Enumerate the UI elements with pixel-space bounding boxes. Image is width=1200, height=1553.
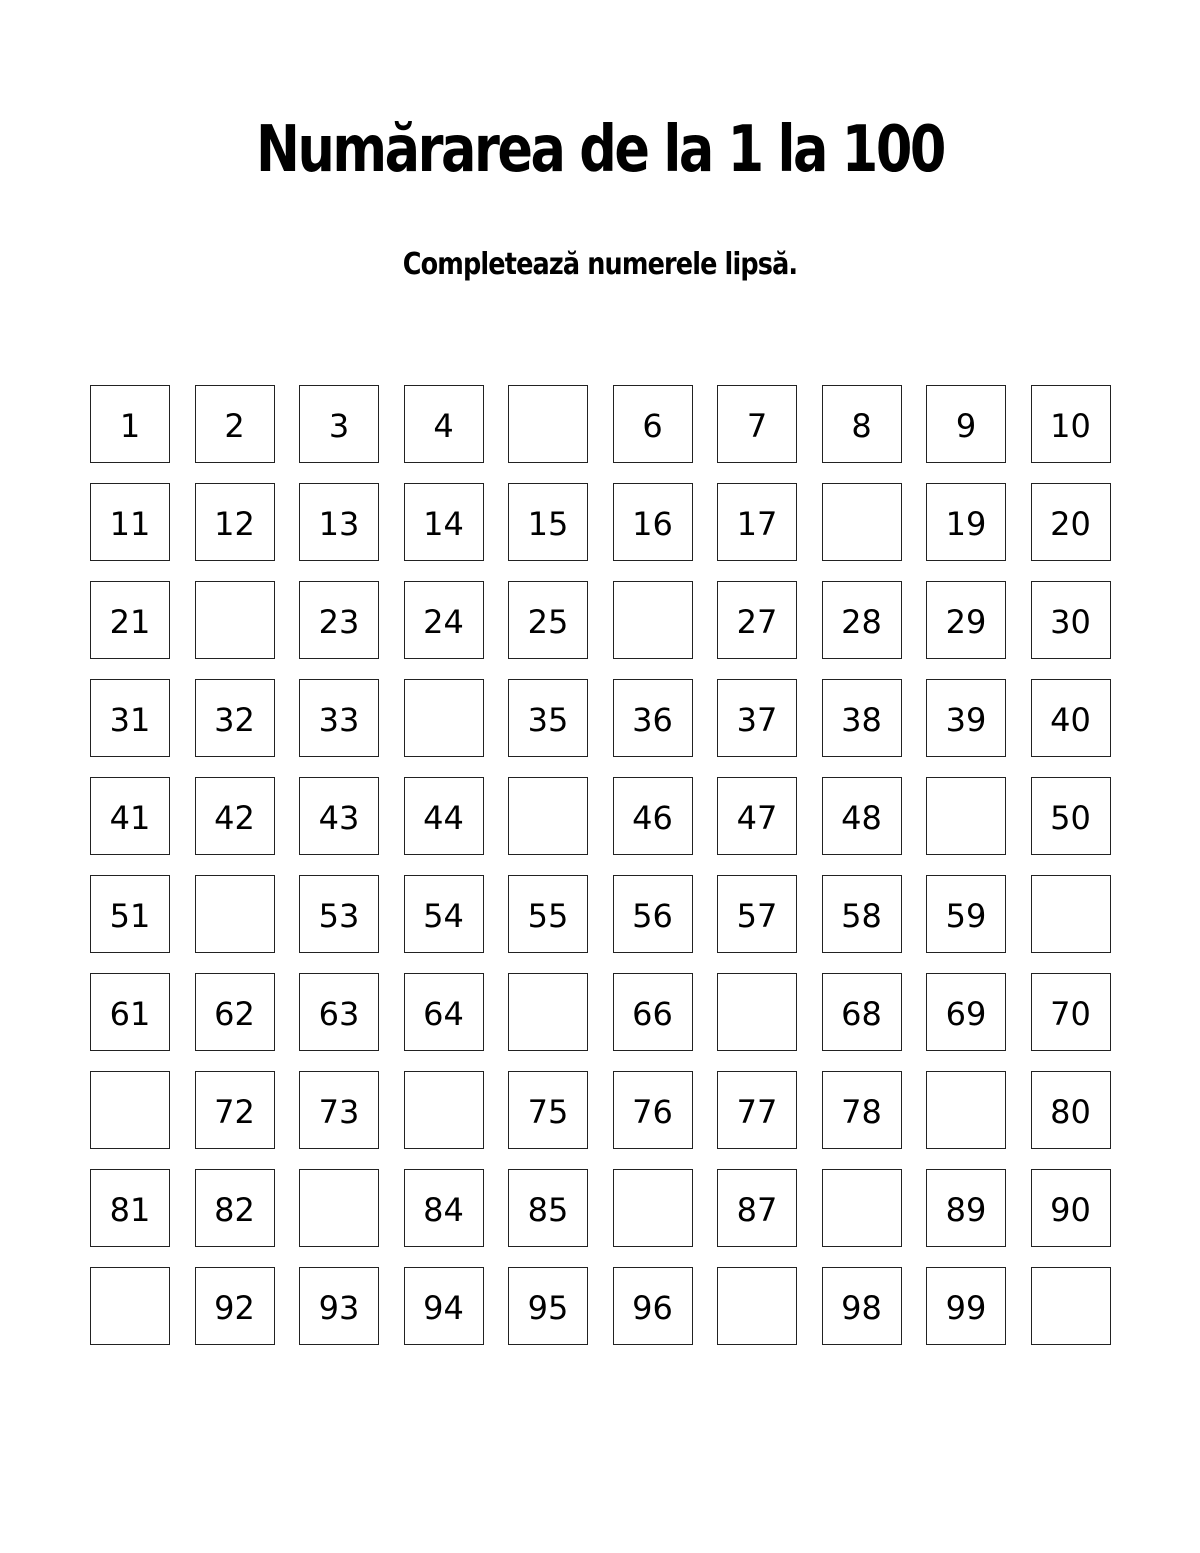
number-cell: 7	[717, 385, 797, 463]
number-grid	[90, 385, 1110, 1345]
number-cell: 11	[90, 483, 170, 561]
number-cell: 56	[613, 875, 693, 953]
number-cell: 9	[926, 385, 1006, 463]
number-cell: 82	[195, 1169, 275, 1247]
number-cell: 6	[613, 385, 693, 463]
number-cell: 4	[404, 385, 484, 463]
blank-number-cell[interactable]	[613, 581, 693, 659]
blank-number-cell[interactable]	[195, 581, 275, 659]
number-cell: 90	[1031, 1169, 1111, 1247]
number-cell: 76	[613, 1071, 693, 1149]
blank-number-cell[interactable]	[90, 1071, 170, 1149]
number-cell: 59	[926, 875, 1006, 953]
number-cell: 96	[613, 1267, 693, 1345]
number-cell: 35	[508, 679, 588, 757]
number-cell: 3	[299, 385, 379, 463]
blank-number-cell[interactable]	[508, 973, 588, 1051]
number-cell: 92	[195, 1267, 275, 1345]
number-cell: 58	[822, 875, 902, 953]
number-cell: 68	[822, 973, 902, 1051]
number-cell: 61	[90, 973, 170, 1051]
number-cell: 25	[508, 581, 588, 659]
blank-number-cell[interactable]	[508, 777, 588, 855]
number-cell: 80	[1031, 1071, 1111, 1149]
number-cell: 10	[1031, 385, 1111, 463]
number-cell: 23	[299, 581, 379, 659]
number-cell: 13	[299, 483, 379, 561]
number-cell: 19	[926, 483, 1006, 561]
number-cell: 63	[299, 973, 379, 1051]
blank-number-cell[interactable]	[926, 777, 1006, 855]
number-cell: 62	[195, 973, 275, 1051]
number-cell: 27	[717, 581, 797, 659]
number-cell: 44	[404, 777, 484, 855]
number-cell: 93	[299, 1267, 379, 1345]
number-cell: 30	[1031, 581, 1111, 659]
blank-number-cell[interactable]	[195, 875, 275, 953]
blank-number-cell[interactable]	[926, 1071, 1006, 1149]
number-cell: 85	[508, 1169, 588, 1247]
number-cell: 46	[613, 777, 693, 855]
number-cell: 48	[822, 777, 902, 855]
number-cell: 50	[1031, 777, 1111, 855]
blank-number-cell[interactable]	[404, 1071, 484, 1149]
number-cell: 14	[404, 483, 484, 561]
number-cell: 87	[717, 1169, 797, 1247]
number-cell: 73	[299, 1071, 379, 1149]
number-cell: 40	[1031, 679, 1111, 757]
number-cell: 72	[195, 1071, 275, 1149]
number-cell: 55	[508, 875, 588, 953]
number-cell: 31	[90, 679, 170, 757]
number-cell: 15	[508, 483, 588, 561]
number-cell: 12	[195, 483, 275, 561]
blank-number-cell[interactable]	[613, 1169, 693, 1247]
number-cell: 33	[299, 679, 379, 757]
number-cell: 54	[404, 875, 484, 953]
blank-number-cell[interactable]	[404, 679, 484, 757]
number-cell: 1	[90, 385, 170, 463]
number-cell: 66	[613, 973, 693, 1051]
number-cell: 81	[90, 1169, 170, 1247]
number-cell: 28	[822, 581, 902, 659]
number-cell: 24	[404, 581, 484, 659]
number-cell: 53	[299, 875, 379, 953]
number-cell: 89	[926, 1169, 1006, 1247]
number-cell: 77	[717, 1071, 797, 1149]
number-cell: 2	[195, 385, 275, 463]
number-cell: 39	[926, 679, 1006, 757]
number-cell: 84	[404, 1169, 484, 1247]
number-cell: 75	[508, 1071, 588, 1149]
blank-number-cell[interactable]	[717, 1267, 797, 1345]
blank-number-cell[interactable]	[1031, 1267, 1111, 1345]
number-cell: 37	[717, 679, 797, 757]
number-cell: 47	[717, 777, 797, 855]
number-cell: 20	[1031, 483, 1111, 561]
blank-number-cell[interactable]	[822, 483, 902, 561]
number-cell: 43	[299, 777, 379, 855]
blank-number-cell[interactable]	[299, 1169, 379, 1247]
worksheet-instruction: Completează numerele lipsă.	[402, 247, 798, 282]
number-cell: 36	[613, 679, 693, 757]
number-cell: 42	[195, 777, 275, 855]
number-cell: 70	[1031, 973, 1111, 1051]
number-cell: 57	[717, 875, 797, 953]
number-cell: 78	[822, 1071, 902, 1149]
number-cell: 94	[404, 1267, 484, 1345]
number-cell: 98	[822, 1267, 902, 1345]
blank-number-cell[interactable]	[508, 385, 588, 463]
number-cell: 29	[926, 581, 1006, 659]
number-cell: 17	[717, 483, 797, 561]
blank-number-cell[interactable]	[90, 1267, 170, 1345]
number-cell: 69	[926, 973, 1006, 1051]
number-cell: 16	[613, 483, 693, 561]
number-cell: 41	[90, 777, 170, 855]
worksheet-title: Numărarea de la 1 la 100	[256, 113, 944, 187]
blank-number-cell[interactable]	[1031, 875, 1111, 953]
blank-number-cell[interactable]	[717, 973, 797, 1051]
number-cell: 8	[822, 385, 902, 463]
number-cell: 64	[404, 973, 484, 1051]
number-cell: 95	[508, 1267, 588, 1345]
number-cell: 32	[195, 679, 275, 757]
blank-number-cell[interactable]	[822, 1169, 902, 1247]
number-cell: 38	[822, 679, 902, 757]
number-cell: 51	[90, 875, 170, 953]
number-cell: 99	[926, 1267, 1006, 1345]
number-cell: 21	[90, 581, 170, 659]
